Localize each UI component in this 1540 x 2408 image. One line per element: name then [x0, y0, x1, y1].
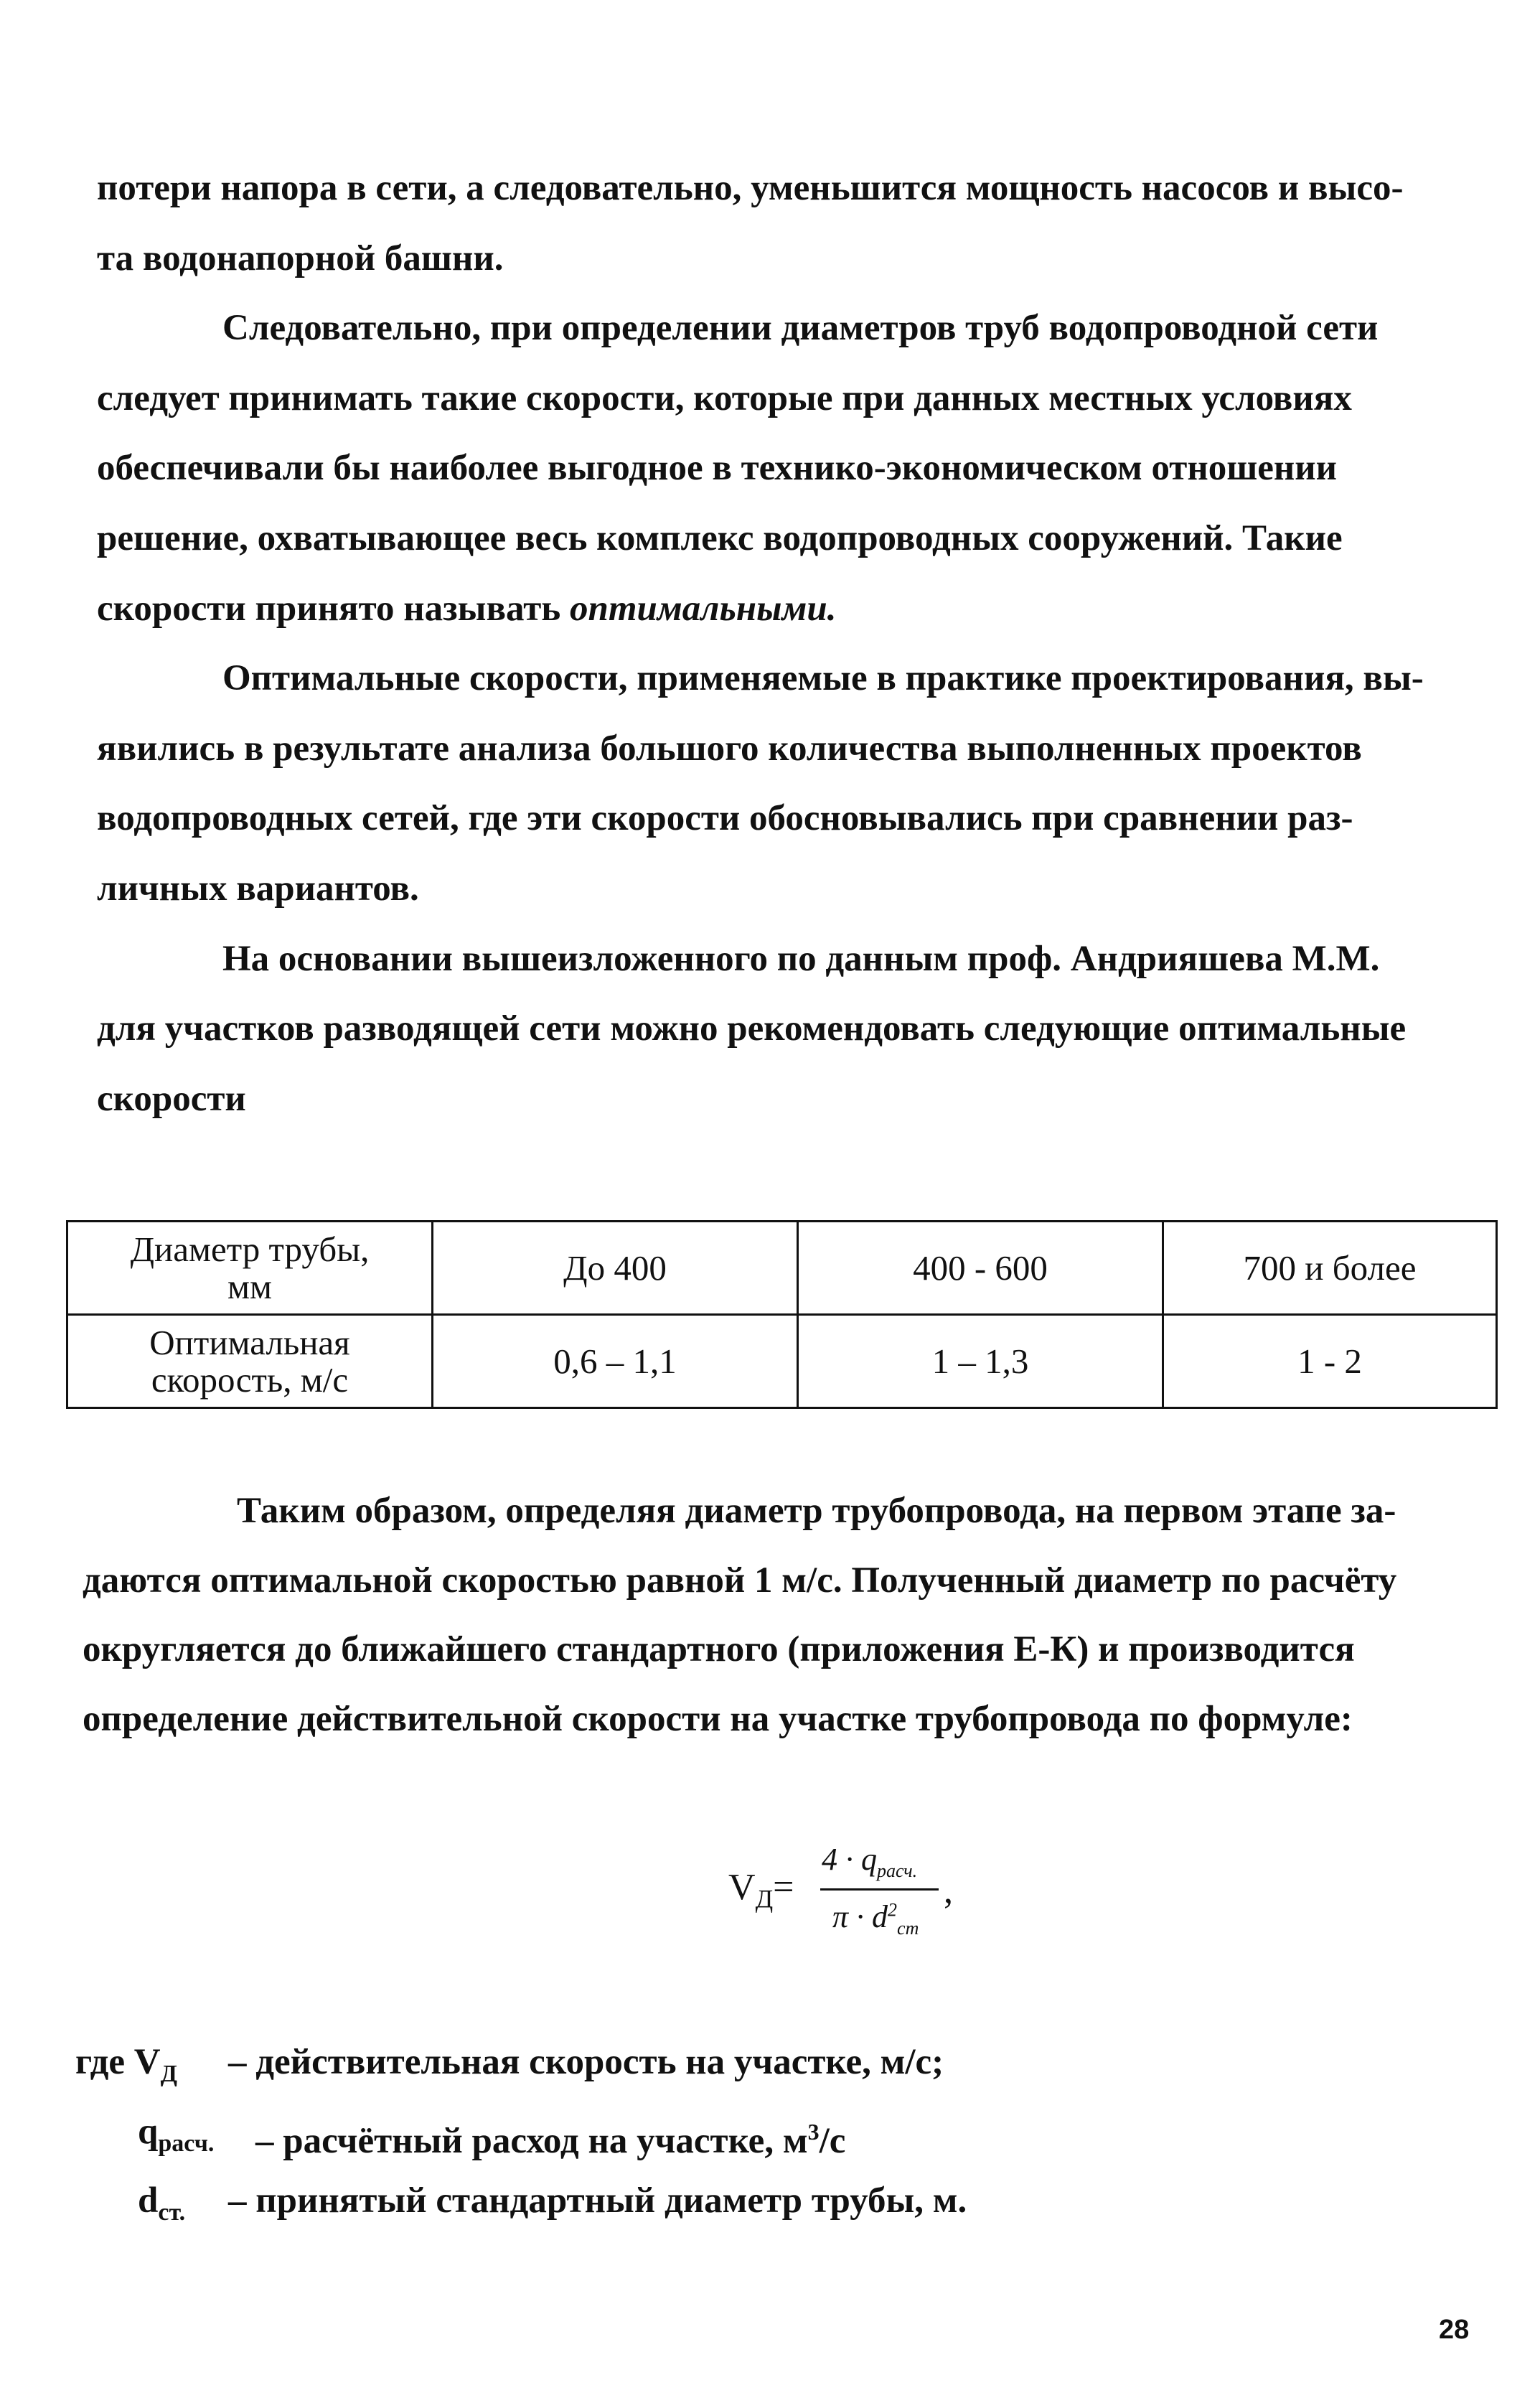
definition-diameter: [138, 2179, 185, 2234]
table-header-cell: [67, 1222, 433, 1315]
formula-superscript: 2: [888, 1899, 898, 1921]
formula-denominator: [832, 1898, 919, 1939]
table-cell: 0,6 – 1,1: [433, 1315, 798, 1408]
formula-subscript: Д: [755, 1884, 774, 1913]
text-line: для участков разводящей сети можно рекомендовать следующие оптимальные: [97, 1008, 1407, 1049]
text-line: потери напора в сети, а следовательно, уменьшится мощность насосов и высо-: [97, 168, 1404, 208]
formula-comma: ,: [944, 1870, 953, 1911]
text-line: личных вариантов.: [97, 868, 419, 909]
velocity-formula: [728, 1827, 965, 1963]
table-row: [67, 1315, 1497, 1408]
def-superscript: 3: [807, 2119, 820, 2145]
formula-text: 4 · q: [822, 1842, 877, 1877]
text-line: та водонапорной башни.: [97, 238, 504, 278]
def-subscript: расч.: [158, 2130, 215, 2158]
fraction-bar: [820, 1888, 939, 1891]
text-line: обеспечивали бы наиболее выгодное в технико-экономическом отношении: [97, 448, 1338, 488]
text-line: На основании вышеизложенного по данным проф. Андрияшева М.М.: [222, 939, 1380, 979]
table-header-cell: [67, 1315, 433, 1408]
cell-line: скорость, м/с: [151, 1359, 349, 1400]
text-span: скорости принято называть: [97, 589, 570, 629]
definition-velocity: [75, 2041, 177, 2096]
text-line: явились в результате анализа большого количества выполненных проектов: [97, 729, 1362, 769]
text-line: Оптимальные скорости, применяемые в практике проектирования, вы-: [222, 658, 1424, 698]
formula-lhs: [728, 1866, 794, 1913]
text-line: Таким образом, определяя диаметр трубопровода, на первом этапе за-: [237, 1491, 1396, 1531]
definition-text: – принятый стандартный диаметр трубы, м.: [228, 2180, 967, 2221]
emphasis-term: оптимальными.: [569, 589, 837, 629]
def-symbol: d: [138, 2180, 159, 2221]
cell-line: мм: [227, 1266, 272, 1306]
velocity-table: [66, 1220, 1498, 1409]
formula-equals: =: [773, 1867, 794, 1908]
def-symbol: q: [138, 2112, 159, 2152]
definition-text: [255, 2110, 845, 2163]
definition-text: – действительная скорость на участке, м/с;: [228, 2042, 944, 2082]
table-row: [67, 1222, 1497, 1315]
text-line: следует принимать такие скорости, которые при данных местных условиях: [97, 378, 1352, 418]
cell-line: Диаметр трубы,: [130, 1229, 370, 1269]
def-subscript: ст.: [158, 2199, 186, 2226]
def-subscript: Д: [160, 2061, 178, 2088]
text-line: скорости: [97, 1079, 246, 1119]
table-cell: 700 и более: [1163, 1222, 1497, 1315]
text-line: [97, 587, 837, 630]
formula-numerator: [822, 1841, 917, 1882]
formula-subscript: ст: [897, 1917, 919, 1939]
formula-text: π · d: [832, 1899, 888, 1934]
page-number: 28: [1439, 2315, 1470, 2345]
table-cell: 400 - 600: [798, 1222, 1163, 1315]
cell-line: Оптимальная: [149, 1322, 350, 1362]
table-cell: 1 - 2: [1163, 1315, 1497, 1408]
formula-symbol: V: [728, 1867, 756, 1908]
def-text: – расчётный расход на участке, м: [255, 2121, 808, 2161]
definition-flow: [138, 2110, 214, 2165]
text-line: решение, охватывающее весь комплекс водопроводных сооружений. Такие: [97, 518, 1343, 558]
text-line: водопроводных сетей, где эти скорости обосновывались при сравнении раз-: [97, 798, 1353, 838]
table-cell: 1 – 1,3: [798, 1315, 1163, 1408]
def-text: /с: [819, 2121, 846, 2161]
table-cell: До 400: [433, 1222, 798, 1315]
text-line: определение действительной скорости на участке трубопровода по формуле:: [83, 1699, 1353, 1739]
text-line: даются оптимальной скоростью равной 1 м/с. Полученный диаметр по расчёту: [83, 1560, 1397, 1601]
text-line: Следовательно, при определении диаметров труб водопроводной сети: [222, 308, 1379, 348]
def-symbol: где V: [75, 2042, 161, 2082]
text-line: округляется до ближайшего стандартного (приложения Е-К) и производится: [83, 1629, 1355, 1669]
formula-subscript: расч.: [877, 1860, 918, 1881]
